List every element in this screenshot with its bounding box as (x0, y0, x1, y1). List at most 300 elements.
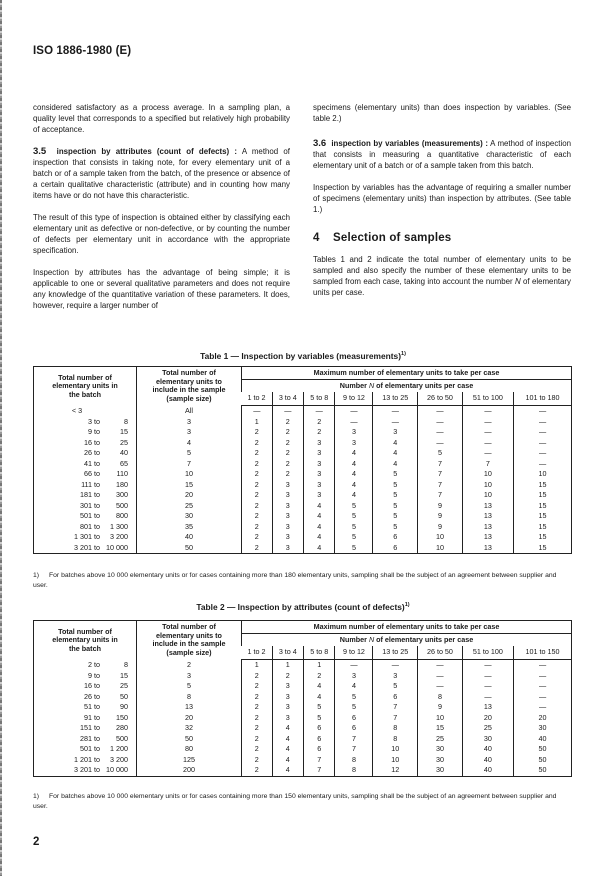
max-per-case-cell: 3 (304, 459, 335, 470)
header-batch: Total number of elementary units in the batch (52, 626, 118, 653)
max-per-case-cell: 50 (514, 744, 572, 755)
max-per-case-cell: 4 (272, 723, 303, 734)
batch-size-cell: 41 to 65 (84, 458, 128, 468)
max-per-case-cell: 2 (242, 501, 273, 512)
max-per-case-cell: — (462, 681, 513, 692)
max-per-case-cell: 13 (462, 501, 513, 512)
max-per-case-cell: 8 (373, 734, 418, 745)
max-per-case-cell: 8 (335, 765, 373, 776)
n-column-header: 9 to 12 (335, 392, 373, 406)
max-per-case-cell: — (418, 438, 463, 449)
sample-size-cell: 2 (137, 660, 242, 671)
table-row (34, 490, 572, 501)
right-column (313, 102, 571, 309)
max-per-case-cell: 5 (335, 543, 373, 554)
max-per-case-cell: 3 (272, 490, 303, 501)
batch-size-cell: 91 to 150 (84, 712, 128, 722)
batch-size-cell: 16 to 25 (84, 437, 128, 447)
max-per-case-cell: 13 (462, 532, 513, 543)
section-3-6 (313, 138, 571, 171)
n-column-header: 3 to 4 (272, 646, 303, 660)
sample-size-cell: 20 (137, 490, 242, 501)
max-per-case-cell: — (418, 671, 463, 682)
max-per-case-cell: 2 (242, 438, 273, 449)
max-per-case-cell: — (514, 681, 572, 692)
max-per-case-cell: — (462, 660, 513, 671)
batch-size-cell: 9 to 15 (88, 427, 128, 436)
max-per-case-cell: — (462, 692, 513, 703)
paragraph: Tables 1 and 2 indicate the total number of elementary units to be sampled and also specify the number of these elementary units to be sampled from each case, taking into account the number N of elementary units per case. (313, 255, 571, 297)
sample-size-cell: 4 (137, 438, 242, 449)
max-per-case-cell: 20 (462, 713, 513, 724)
sample-size-cell: 8 (137, 692, 242, 703)
table-row (34, 469, 572, 480)
header-max-per-case: Maximum number of elementary units to take per case (242, 367, 572, 380)
max-per-case-cell: 9 (418, 702, 463, 713)
max-per-case-cell: 5 (373, 522, 418, 533)
max-per-case-cell: 2 (272, 448, 303, 459)
max-per-case-cell: 9 (418, 522, 463, 533)
max-per-case-cell: 7 (304, 765, 335, 776)
max-per-case-cell: 2 (242, 713, 273, 724)
max-per-case-cell: 5 (373, 681, 418, 692)
paragraph: considered satisfactory as a process average. In a sampling plan, a quality level that corresponds to a specified but relatively high probability of acceptance. (33, 103, 290, 134)
max-per-case-cell: 4 (304, 511, 335, 522)
max-per-case-cell: 3 (272, 480, 303, 491)
max-per-case-cell: 4 (272, 734, 303, 745)
max-per-case-cell: 7 (335, 734, 373, 745)
max-per-case-cell: 5 (418, 448, 463, 459)
max-per-case-cell: 40 (462, 744, 513, 755)
max-per-case-cell: 3 (272, 681, 303, 692)
n-column-header: 26 to 50 (418, 646, 463, 660)
max-per-case-cell: 5 (373, 490, 418, 501)
max-per-case-cell: 5 (335, 511, 373, 522)
max-per-case-cell: — (418, 406, 463, 417)
max-per-case-cell: 4 (373, 448, 418, 459)
max-per-case-cell: 3 (272, 511, 303, 522)
max-per-case-cell: 4 (304, 543, 335, 554)
max-per-case-cell: 5 (373, 501, 418, 512)
max-per-case-cell: 2 (242, 490, 273, 501)
max-per-case-cell: 5 (335, 501, 373, 512)
max-per-case-cell: 7 (335, 744, 373, 755)
table-row (34, 723, 572, 734)
max-per-case-cell: — (462, 438, 513, 449)
max-per-case-cell: — (373, 406, 418, 417)
batch-size-cell: 9 to 15 (88, 670, 128, 680)
max-per-case-cell: 8 (373, 723, 418, 734)
sample-size-cell: 7 (137, 459, 242, 470)
max-per-case-cell: 30 (418, 755, 463, 766)
max-per-case-cell: 2 (242, 723, 273, 734)
max-per-case-cell: 2 (242, 755, 273, 766)
table-row (34, 438, 572, 449)
max-per-case-cell: — (373, 660, 418, 671)
max-per-case-cell: 2 (272, 459, 303, 470)
sample-size-cell: 80 (137, 744, 242, 755)
max-per-case-cell: 3 (335, 438, 373, 449)
sample-size-cell: 5 (137, 681, 242, 692)
section-text: A method of inspection that consists in measuring a quantitative characteristic of each elementary unit of a batch or of a sample taken from this batch. (313, 139, 571, 170)
left-column (33, 102, 290, 322)
max-per-case-cell: 1 (242, 417, 273, 428)
max-per-case-cell: — (514, 427, 572, 438)
section-heading: 3.6 inspection by variables (measurements) : (313, 138, 488, 149)
max-per-case-cell: 3 (272, 543, 303, 554)
max-per-case-cell: 3 (335, 427, 373, 438)
batch-size-cell: 26 to 40 (84, 448, 128, 457)
max-per-case-cell: 7 (304, 755, 335, 766)
max-per-case-cell: 3 (335, 671, 373, 682)
max-per-case-cell: 30 (514, 723, 572, 734)
max-per-case-cell: 3 (304, 438, 335, 449)
table-row (34, 427, 572, 438)
batch-size-cell: 111 to 180 (81, 479, 128, 489)
sample-size-cell: 50 (137, 543, 242, 554)
table2 (33, 620, 572, 777)
table-row (34, 406, 572, 417)
max-per-case-cell: 5 (335, 702, 373, 713)
max-per-case-cell: 10 (418, 543, 463, 554)
batch-size-cell: 26 to 50 (84, 691, 128, 701)
table-row (34, 692, 572, 703)
max-per-case-cell: 7 (462, 459, 513, 470)
sample-size-cell: 15 (137, 480, 242, 491)
max-per-case-cell: 6 (373, 543, 418, 554)
batch-size-cell: 66 to 110 (84, 469, 128, 478)
batch-size-cell: 301 to 500 (80, 500, 128, 510)
batch-size-cell: 281 to 500 (80, 733, 128, 743)
max-per-case-cell: 2 (242, 532, 273, 543)
max-per-case-cell: — (418, 427, 463, 438)
max-per-case-cell: 5 (335, 532, 373, 543)
max-per-case-cell: 40 (462, 755, 513, 766)
document-id: ISO 1886-1980 (E) (33, 45, 132, 57)
batch-size-cell: 3 201 to 10 000 (74, 765, 128, 774)
sample-size-cell: 125 (137, 755, 242, 766)
max-per-case-cell: 4 (304, 692, 335, 703)
max-per-case-cell: 3 (272, 713, 303, 724)
n-column-header: 1 to 2 (242, 392, 273, 406)
max-per-case-cell: 30 (418, 744, 463, 755)
table-row (34, 532, 572, 543)
max-per-case-cell: — (272, 406, 303, 417)
table-row (34, 543, 572, 554)
max-per-case-cell: 3 (272, 501, 303, 512)
max-per-case-cell: 10 (462, 490, 513, 501)
n-column-header: 13 to 25 (373, 646, 418, 660)
n-column-header: 5 to 8 (304, 646, 335, 660)
max-per-case-cell: 2 (242, 765, 273, 776)
max-per-case-cell: 10 (418, 713, 463, 724)
max-per-case-cell: 9 (418, 501, 463, 512)
table-row (34, 734, 572, 745)
max-per-case-cell: 2 (304, 427, 335, 438)
max-per-case-cell: 10 (462, 480, 513, 491)
max-per-case-cell: 40 (462, 765, 513, 776)
max-per-case-cell: — (514, 459, 572, 470)
max-per-case-cell: 4 (272, 765, 303, 776)
table2-caption: Table 2 — Inspection by attributes (count of defects)$^{1)}$ (196, 602, 410, 612)
max-per-case-cell: 2 (272, 417, 303, 428)
max-per-case-cell: 25 (418, 734, 463, 745)
max-per-case-cell: — (462, 427, 513, 438)
max-per-case-cell: 3 (272, 522, 303, 533)
table-row (34, 480, 572, 491)
max-per-case-cell: 1 (272, 660, 303, 671)
max-per-case-cell: 2 (242, 480, 273, 491)
max-per-case-cell: 25 (462, 723, 513, 734)
max-per-case-cell: 1 (304, 660, 335, 671)
max-per-case-cell: 15 (514, 480, 572, 491)
max-per-case-cell: 5 (304, 713, 335, 724)
table-row (34, 660, 572, 671)
max-per-case-cell: 4 (304, 681, 335, 692)
max-per-case-cell: 3 (272, 692, 303, 703)
table-row (34, 459, 572, 470)
table-row (34, 448, 572, 459)
table-row (34, 501, 572, 512)
max-per-case-cell: — (462, 406, 513, 417)
header-max-per-case: Maximum number of elementary units to take per case (242, 621, 572, 634)
sample-size-cell: 200 (137, 765, 242, 776)
max-per-case-cell: 15 (418, 723, 463, 734)
paragraph: The result of this type of inspection is obtained either by classifying each elementary unit as defective or non-defective, or by counting the number of defects per elementary unit in accordance with the appropriate specification. (33, 213, 290, 255)
max-per-case-cell: — (418, 681, 463, 692)
max-per-case-cell: 4 (335, 459, 373, 470)
table-row (34, 511, 572, 522)
batch-size-cell: 3 201 to 10 000 (74, 542, 128, 552)
n-column-header: 13 to 25 (373, 392, 418, 406)
table-row (34, 702, 572, 713)
table-row (34, 417, 572, 428)
section-text: A method of inspection that consists in taking note, for every elementary unit of a batch or of a sample taken from the batch, of the presence or absence of a certain qualitative characteristic (attribute) and in counting how many items have or do not have this characteristic. (33, 147, 290, 200)
n-column-header: 101 to 150 (514, 646, 572, 660)
max-per-case-cell: — (462, 417, 513, 428)
max-per-case-cell: 2 (242, 448, 273, 459)
batch-size-cell: < 3 (71, 405, 83, 415)
max-per-case-cell: 3 (272, 532, 303, 543)
n-column-header: 1 to 2 (242, 646, 273, 660)
max-per-case-cell: 1 (242, 660, 273, 671)
max-per-case-cell: 5 (335, 522, 373, 533)
max-per-case-cell: 2 (242, 459, 273, 470)
max-per-case-cell: 7 (418, 490, 463, 501)
header-sample-size: Total number of elementary units to include in the sample (sample size) (137, 367, 242, 406)
n-column-header: 101 to 180 (514, 392, 572, 406)
max-per-case-cell: 5 (335, 692, 373, 703)
batch-size-cell: 1 301 to 3 200 (74, 532, 128, 541)
max-per-case-cell: — (514, 702, 572, 713)
sample-size-cell: 3 (137, 671, 242, 682)
max-per-case-cell: 13 (462, 702, 513, 713)
max-per-case-cell: 2 (242, 692, 273, 703)
max-per-case-cell: 3 (373, 427, 418, 438)
sample-size-cell: All (137, 406, 242, 417)
max-per-case-cell: — (242, 406, 273, 417)
table-row (34, 713, 572, 724)
max-per-case-cell: 10 (373, 744, 418, 755)
max-per-case-cell: — (514, 448, 572, 459)
max-per-case-cell: 15 (514, 543, 572, 554)
section-heading: 3.5 inspection by attributes (count of defects) : (33, 146, 238, 157)
table-row (34, 681, 572, 692)
table2-footnote: 1) For batches above 10 000 elementary units or for cases containing more than 150 elementary units, sampling shall be the subject of an agreement between supplier and user. (33, 793, 557, 810)
sample-size-cell: 30 (137, 511, 242, 522)
max-per-case-cell: 6 (335, 713, 373, 724)
max-per-case-cell: — (514, 406, 572, 417)
max-per-case-cell: — (373, 417, 418, 428)
max-per-case-cell: 2 (242, 744, 273, 755)
max-per-case-cell: 4 (272, 744, 303, 755)
max-per-case-cell: 8 (335, 755, 373, 766)
sample-size-cell: 13 (137, 702, 242, 713)
max-per-case-cell: 7 (418, 480, 463, 491)
max-per-case-cell: — (462, 448, 513, 459)
sample-size-cell: 35 (137, 522, 242, 533)
max-per-case-cell: — (514, 671, 572, 682)
sample-size-cell: 50 (137, 734, 242, 745)
max-per-case-cell: 13 (462, 522, 513, 533)
max-per-case-cell: 9 (418, 511, 463, 522)
table1-footnote: 1) For batches above 10 000 elementary units or for cases containing more than 180 elementary units, sampling shall be the subject of an agreement between supplier and user. (33, 572, 557, 589)
table1 (33, 366, 572, 554)
max-per-case-cell: 30 (462, 734, 513, 745)
max-per-case-cell: 3 (304, 469, 335, 480)
max-per-case-cell: — (335, 406, 373, 417)
sample-size-cell: 20 (137, 713, 242, 724)
max-per-case-cell: 2 (242, 511, 273, 522)
table-row (34, 755, 572, 766)
max-per-case-cell: 4 (304, 501, 335, 512)
max-per-case-cell: — (418, 417, 463, 428)
max-per-case-cell: 2 (272, 438, 303, 449)
batch-size-cell: 3 to 8 (88, 416, 128, 426)
max-per-case-cell: 4 (335, 490, 373, 501)
max-per-case-cell: 4 (304, 522, 335, 533)
max-per-case-cell: 4 (335, 480, 373, 491)
table-row (34, 671, 572, 682)
max-per-case-cell: — (304, 406, 335, 417)
n-column-header: 3 to 4 (272, 392, 303, 406)
table-row (34, 522, 572, 533)
max-per-case-cell: 2 (242, 734, 273, 745)
max-per-case-cell: 3 (373, 671, 418, 682)
max-per-case-cell: 2 (242, 671, 273, 682)
max-per-case-cell: 3 (304, 480, 335, 491)
sample-size-cell: 3 (137, 417, 242, 428)
paragraph: Inspection by variables has the advantage of requiring a smaller number of specimens (elementary units) than inspection by attributes. (See table 1.) (313, 183, 571, 214)
n-column-header: 51 to 100 (462, 646, 513, 660)
max-per-case-cell: — (418, 660, 463, 671)
max-per-case-cell: 2 (304, 671, 335, 682)
max-per-case-cell: 2 (242, 522, 273, 533)
max-per-case-cell: 8 (418, 692, 463, 703)
page-number: 2 (33, 836, 40, 848)
max-per-case-cell: — (335, 660, 373, 671)
scan-edge (0, 0, 2, 876)
max-per-case-cell: 2 (242, 681, 273, 692)
max-per-case-cell: 15 (514, 490, 572, 501)
max-per-case-cell: 5 (373, 480, 418, 491)
max-per-case-cell: 12 (373, 765, 418, 776)
max-per-case-cell: 7 (418, 459, 463, 470)
batch-size-cell: 501 to 1 200 (80, 744, 128, 753)
max-per-case-cell: 6 (304, 723, 335, 734)
max-per-case-cell: — (462, 671, 513, 682)
max-per-case-cell: — (514, 660, 572, 671)
max-per-case-cell: 10 (418, 532, 463, 543)
batch-size-cell: 801 to 1 300 (80, 521, 128, 531)
batch-size-cell: 151 to 280 (80, 723, 128, 732)
header-n-per-case: Number N of elementary units per case (242, 380, 572, 393)
max-per-case-cell: 6 (304, 744, 335, 755)
n-column-header: 51 to 100 (462, 392, 513, 406)
n-column-header: 5 to 8 (304, 392, 335, 406)
max-per-case-cell: 15 (514, 522, 572, 533)
max-per-case-cell: 4 (335, 469, 373, 480)
max-per-case-cell: 13 (462, 511, 513, 522)
max-per-case-cell: 40 (514, 734, 572, 745)
max-per-case-cell: 2 (272, 427, 303, 438)
table-row (34, 744, 572, 755)
batch-size-cell: 51 to 90 (84, 702, 128, 711)
sample-size-cell: 25 (137, 501, 242, 512)
n-column-header: 26 to 50 (418, 392, 463, 406)
max-per-case-cell: 10 (373, 755, 418, 766)
section-4-heading: 4 Selection of samples (313, 232, 452, 244)
max-per-case-cell: 4 (272, 755, 303, 766)
max-per-case-cell: 6 (335, 723, 373, 734)
max-per-case-cell: 2 (242, 702, 273, 713)
n-column-header: 9 to 12 (335, 646, 373, 660)
table1-caption: Table 1 — Inspection by variables (measurements)$^{1)}$ (200, 351, 406, 361)
sample-size-cell: 5 (137, 448, 242, 459)
batch-size-cell: 501 to 800 (80, 511, 128, 520)
max-per-case-cell: 6 (373, 692, 418, 703)
paragraph: Inspection by attributes has the advantage of being simple; it is applicable to one or several qualitative parameters and does not require any knowledge of the quantitative variation of these parameters. It does, however, require a larger number of (33, 268, 290, 310)
max-per-case-cell: 5 (373, 511, 418, 522)
max-per-case-cell: 7 (373, 702, 418, 713)
sample-size-cell: 10 (137, 469, 242, 480)
max-per-case-cell: 50 (514, 765, 572, 776)
max-per-case-cell: 3 (272, 702, 303, 713)
max-per-case-cell: 7 (373, 713, 418, 724)
header-batch: Total number of elementary units in the batch (52, 372, 118, 399)
max-per-case-cell: 4 (335, 448, 373, 459)
max-per-case-cell: 3 (304, 448, 335, 459)
sample-size-cell: 32 (137, 723, 242, 734)
batch-size-cell: 1 201 to 3 200 (74, 754, 128, 764)
max-per-case-cell: 2 (242, 543, 273, 554)
batch-size-cell: 16 to 25 (84, 681, 128, 690)
max-per-case-cell: — (514, 417, 572, 428)
sample-size-cell: 40 (137, 532, 242, 543)
max-per-case-cell: 4 (304, 532, 335, 543)
paragraph: specimens (elementary units) than does inspection by variables. (See table 2.) (313, 103, 571, 123)
max-per-case-cell: 4 (373, 438, 418, 449)
max-per-case-cell: 30 (418, 765, 463, 776)
max-per-case-cell: 6 (304, 734, 335, 745)
max-per-case-cell: 20 (514, 713, 572, 724)
max-per-case-cell: 5 (304, 702, 335, 713)
batch-size-cell: 2 to 8 (88, 659, 128, 669)
max-per-case-cell: 15 (514, 511, 572, 522)
max-per-case-cell: 10 (514, 469, 572, 480)
max-per-case-cell: — (514, 438, 572, 449)
max-per-case-cell: 15 (514, 532, 572, 543)
